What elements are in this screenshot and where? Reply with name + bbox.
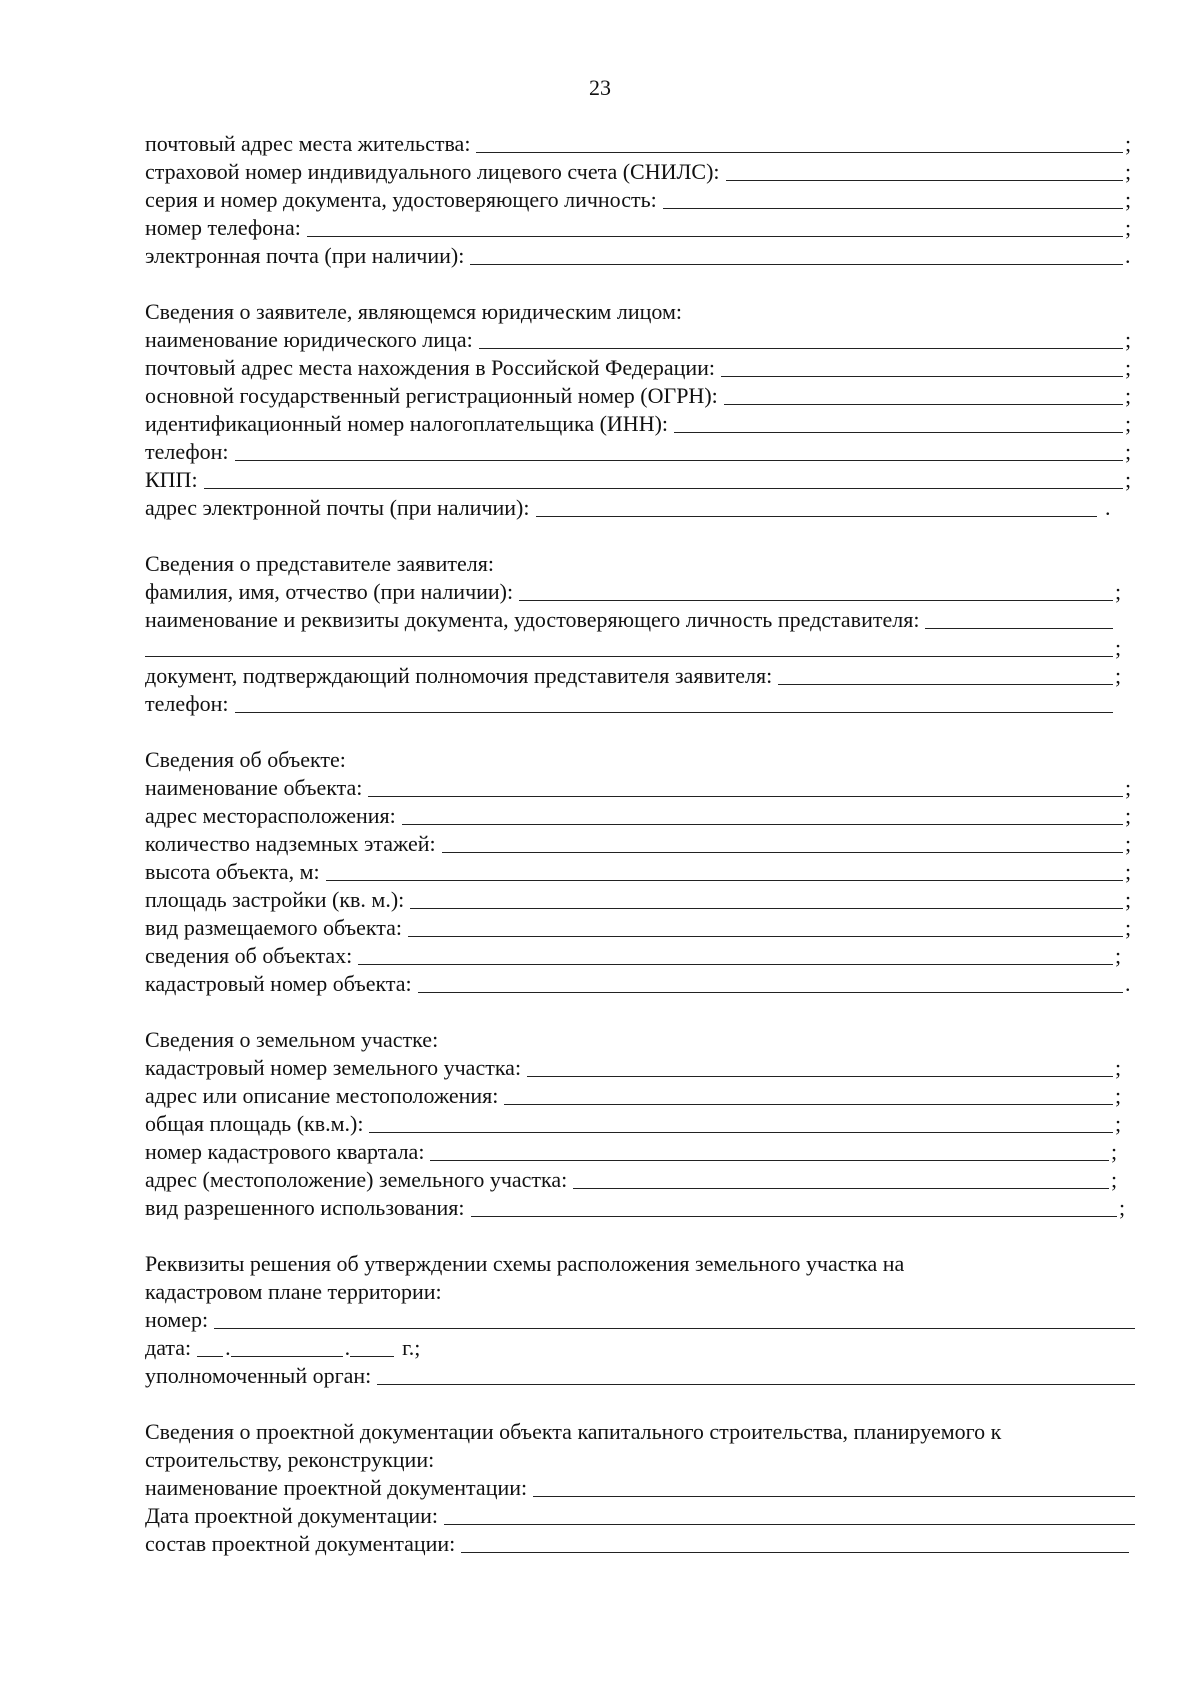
land-cadastral-row: кадастровый номер земельного участка: ; [145,1055,1122,1080]
field-label: почтовый адрес места жительства: [145,131,471,156]
field-label: наименование юридического лица: [145,327,473,352]
field-label: наименование и реквизиты документа, удостоверяющего личность представителя: [145,607,920,632]
land-cadastral-blank[interactable] [527,1056,1113,1077]
field-label: фамилия, имя, отчество (при наличии): [145,579,514,604]
date-year-suffix: г.; [402,1335,421,1360]
project-heading-line2: строительству, реконструкции: [145,1447,435,1472]
object-area-blank[interactable] [410,888,1123,909]
field-label: адрес или описание местоположения: [145,1083,499,1108]
kpp-row: КПП: ; [145,467,1132,492]
field-label: высота объекта, м: [145,859,320,884]
snils-row: страховой номер индивидуального лицевого счета (СНИЛС): ; [145,159,1132,184]
snils-blank[interactable] [726,160,1123,181]
land-area-row: общая площадь (кв.м.): ; [145,1111,1122,1136]
field-label: площадь застройки (кв. м.): [145,887,405,912]
land-address-row: адрес (местоположение) земельного участка: ; [145,1167,1118,1192]
field-label: адрес месторасположения: [145,803,396,828]
phone-row: номер телефона: ; [145,215,1132,240]
rep-id-row [145,606,1135,634]
objects-info-row: сведения об объектах: ; [145,943,1122,968]
rep-id-blank[interactable] [925,608,1113,629]
scheme-number-blank[interactable] [214,1308,1135,1329]
field-label: адрес (местоположение) земельного участка: [145,1167,568,1192]
postal-address-row: почтовый адрес места жительства: ; [145,131,1132,156]
date-year-blank[interactable] [350,1336,394,1357]
object-height-blank[interactable] [326,860,1123,881]
field-label: номер кадастрового квартала: [145,1139,425,1164]
object-type-blank[interactable] [408,916,1123,937]
object-cadastral-blank[interactable] [418,972,1123,993]
field-label: наименование проектной документации: [145,1475,528,1500]
representative-heading: Сведения о представителе заявителя: [145,551,494,576]
object-address-row: адрес месторасположения: ; [145,803,1132,828]
field-label: уполномоченный орган: [145,1363,372,1388]
inn-blank[interactable] [674,412,1123,433]
field-label: основной государственный регистрационный номер (ОГРН): [145,383,718,408]
legal-email-blank[interactable] [536,496,1098,517]
land-use-blank[interactable] [471,1196,1117,1217]
objects-info-blank[interactable] [358,944,1113,965]
scheme-authority-blank[interactable] [377,1364,1135,1385]
legal-address-blank[interactable] [721,356,1123,377]
project-date-blank[interactable] [444,1504,1135,1525]
ogrn-row: основной государственный регистрационный номер (ОГРН): ; [145,383,1132,408]
land-quarter-blank[interactable] [430,1140,1109,1161]
field-label: номер: [145,1307,209,1332]
land-quarter-row: номер кадастрового квартала: ; [145,1139,1118,1164]
field-label: телефон: [145,691,229,716]
object-heading: Сведения об объекте: [145,747,346,772]
field-label: количество надземных этажей: [145,831,436,856]
object-name-row: наименование объекта: ; [145,775,1132,800]
field-label: состав проектной документации: [145,1531,456,1556]
object-type-row: вид размещаемого объекта: ; [145,915,1132,940]
land-use-row: вид разрешенного использования: ; [145,1195,1126,1220]
rep-authority-blank[interactable] [778,664,1113,685]
object-floors-blank[interactable] [442,832,1123,853]
id-document-row: серия и номер документа, удостоверяющего личность: ; [145,187,1132,212]
date-month-blank[interactable] [231,1336,343,1357]
email-blank[interactable] [470,244,1123,265]
postal-address-blank[interactable] [476,132,1123,153]
rep-id-continuation-row: ; [145,634,1135,662]
project-name-row [145,1474,1135,1502]
land-address-blank[interactable] [573,1168,1109,1189]
land-area-blank[interactable] [369,1112,1113,1133]
scheme-heading-line1: Реквизиты решения об утверждении схемы расположения земельного участка на [145,1251,905,1276]
legal-email-row: адрес электронной почты (при наличии): . [145,495,1111,520]
field-label: вид размещаемого объекта: [145,915,402,940]
field-label: адрес электронной почты (при наличии): [145,495,530,520]
rep-name-blank[interactable] [519,580,1113,601]
object-address-blank[interactable] [402,804,1123,825]
legal-phone-row: телефон: ; [145,439,1132,464]
form-body [145,130,1135,1558]
field-label: дата: [145,1335,192,1360]
rep-authority-row: документ, подтверждающий полномочия представителя заявителя: ; [145,663,1122,688]
legal-entity-heading: Сведения о заявителе, являющемся юридическим лицом: [145,299,682,324]
project-name-blank[interactable] [533,1476,1135,1497]
land-location-blank[interactable] [504,1084,1113,1105]
kpp-blank[interactable] [204,468,1123,489]
project-date-row [145,1502,1135,1530]
project-heading-line1: Сведения о проектной документации объекта капитального строительства, планируемого к [145,1419,1002,1444]
scheme-heading-line2: кадастровом плане территории: [145,1279,442,1304]
field-label: сведения об объектах: [145,943,353,968]
ogrn-blank[interactable] [724,384,1123,405]
date-day-blank[interactable] [197,1336,223,1357]
object-name-blank[interactable] [368,776,1123,797]
email-row: электронная почта (при наличии): . [145,243,1131,268]
object-area-row: площадь застройки (кв. м.): ; [145,887,1132,912]
scheme-date-row: дата: . . г.; [145,1335,421,1360]
phone-blank[interactable] [307,216,1123,237]
field-label: документ, подтверждающий полномочия представителя заявителя: [145,663,773,688]
field-label: телефон: [145,439,229,464]
scheme-authority-row [145,1362,1135,1390]
field-label: идентификационный номер налогоплательщика (ИНН): [145,411,669,436]
legal-address-row: почтовый адрес места нахождения в Российской Федерации: ; [145,355,1132,380]
field-label: номер телефона: [145,215,301,240]
field-label: серия и номер документа, удостоверяющего личность: [145,187,657,212]
rep-phone-row [145,690,1135,718]
land-location-row: адрес или описание местоположения: ; [145,1083,1122,1108]
legal-name-row: наименование юридического лица: ; [145,327,1132,352]
project-composition-row [145,1530,1135,1558]
object-height-row: высота объекта, м: ; [145,859,1132,884]
field-label: Дата проектной документации: [145,1503,439,1528]
field-label: общая площадь (кв.м.): [145,1111,364,1136]
field-label: наименование объекта: [145,775,363,800]
inn-row: идентификационный номер налогоплательщика (ИНН): ; [145,411,1132,436]
field-label: почтовый адрес места нахождения в Российской Федерации: [145,355,716,380]
field-label: вид разрешенного использования: [145,1195,465,1220]
field-label: кадастровый номер земельного участка: [145,1055,522,1080]
rep-name-row: фамилия, имя, отчество (при наличии): ; [145,579,1122,604]
object-floors-row: количество надземных этажей: ; [145,831,1132,856]
field-label: электронная почта (при наличии): [145,243,465,268]
project-composition-blank[interactable] [461,1532,1129,1553]
page-number: 23 [589,75,611,100]
scheme-number-row [145,1306,1135,1334]
field-label: страховой номер индивидуального лицевого счета (СНИЛС): [145,159,720,184]
field-label: кадастровый номер объекта: [145,971,412,996]
field-label: КПП: [145,467,198,492]
rep-id-continuation-blank[interactable] [145,636,1113,657]
land-plot-heading: Сведения о земельном участке: [145,1027,439,1052]
legal-name-blank[interactable] [479,328,1123,349]
legal-phone-blank[interactable] [235,440,1123,461]
id-document-blank[interactable] [663,188,1123,209]
object-cadastral-row: кадастровый номер объекта: . [145,971,1131,996]
rep-phone-blank[interactable] [235,692,1113,713]
